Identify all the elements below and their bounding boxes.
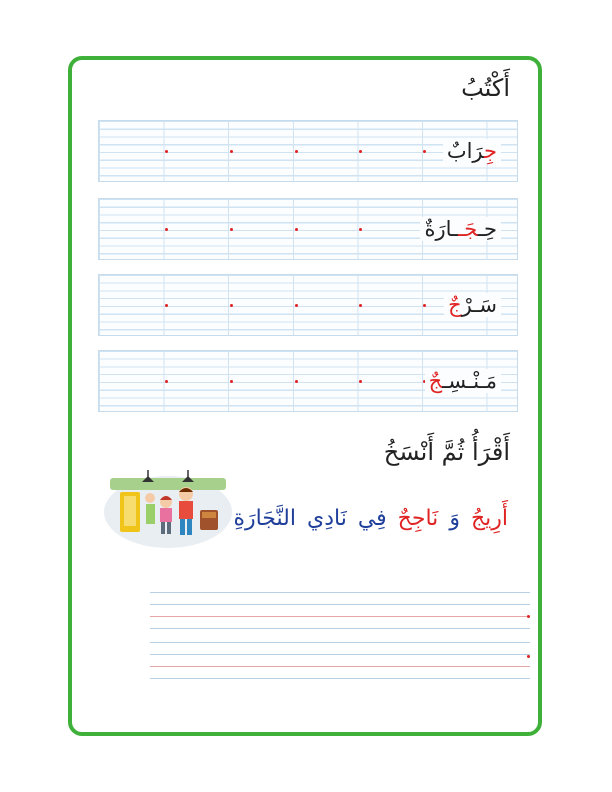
writing-line — [150, 604, 530, 605]
sentence-word: وَ — [449, 506, 460, 531]
tracing-dot — [295, 150, 298, 153]
tracing-dot — [359, 304, 362, 307]
children-illustration — [102, 464, 234, 548]
tracing-dot — [423, 304, 426, 307]
practice-row-4 — [98, 350, 518, 412]
writing-line — [150, 642, 530, 643]
practice-row-1 — [98, 120, 518, 182]
practice-row-2 — [98, 198, 518, 260]
writing-line — [150, 666, 530, 667]
tracing-dot — [359, 150, 362, 153]
word-accent-letter: جِ — [484, 139, 497, 163]
practice-word — [443, 139, 501, 163]
word-accent-letter: جٌ — [448, 293, 462, 317]
word-start: مَـنْـسِـ — [442, 369, 497, 393]
word-rest: رَابٌ — [446, 139, 485, 163]
tracing-dot — [527, 655, 530, 658]
tracing-dot — [165, 228, 168, 231]
tracing-dot — [230, 304, 233, 307]
tracing-dot — [527, 615, 530, 618]
writing-line — [150, 654, 530, 655]
reading-sentence — [231, 506, 510, 531]
word-start: حِـ — [477, 217, 497, 241]
write-heading: أَكْتُبُ — [461, 74, 510, 102]
copy-writing-lines — [150, 592, 530, 694]
writing-line — [150, 678, 530, 679]
tracing-dot — [295, 304, 298, 307]
read-copy-heading: أَقْرَأُ ثُمَّ أَنْسَخُ — [383, 438, 510, 466]
word-accent-letter: جَـ — [458, 217, 478, 241]
tracing-dot — [230, 380, 233, 383]
tracing-dot — [295, 380, 298, 383]
tracing-dot — [359, 228, 362, 231]
tracing-dot — [165, 304, 168, 307]
word-rest: ـارَةٌ — [424, 217, 459, 241]
tracing-dot — [165, 380, 168, 383]
practice-row-3 — [98, 274, 518, 336]
practice-word — [420, 217, 501, 241]
word-start: سَـرْ — [461, 293, 497, 317]
writing-line — [150, 616, 530, 617]
sentence-word: أَرِيجُ — [470, 506, 508, 531]
sentence-word: نَاجِحٌ — [397, 506, 439, 531]
sentence-word: نَادِي — [306, 506, 347, 531]
tracing-dot — [230, 150, 233, 153]
tracing-dot — [295, 228, 298, 231]
tracing-dot — [230, 228, 233, 231]
sentence-word: النَّجَارَةِ — [233, 506, 296, 531]
tracing-dot — [165, 150, 168, 153]
tracing-dot — [423, 150, 426, 153]
writing-line — [150, 628, 530, 629]
writing-line — [150, 592, 530, 593]
tracing-dot — [359, 380, 362, 383]
worksheet-frame — [68, 56, 542, 736]
word-accent-letter: جٌ — [428, 369, 443, 393]
practice-word — [425, 369, 501, 393]
sentence-word: فِي — [357, 506, 387, 531]
practice-word — [444, 293, 501, 317]
